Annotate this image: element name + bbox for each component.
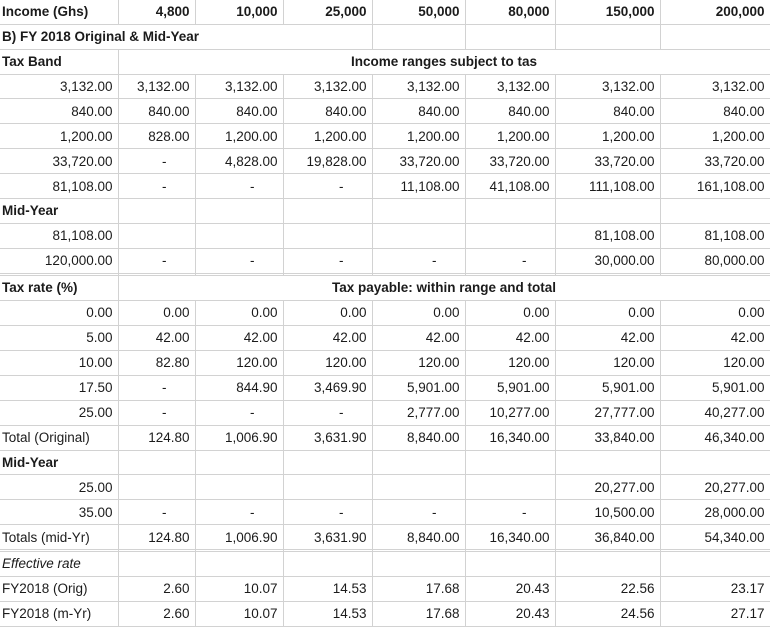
table-row	[0, 300, 770, 325]
cell[interactable]: 1,200.00	[0, 124, 118, 149]
cell[interactable]: 8,840.00	[372, 525, 465, 550]
cell[interactable]: 0.00	[555, 300, 660, 325]
empty-cell[interactable]	[660, 199, 770, 224]
cell[interactable]: 2.60	[118, 577, 195, 602]
cell[interactable]: 3,132.00	[372, 74, 465, 99]
cell[interactable]: 3,132.00	[283, 74, 372, 99]
cell[interactable]: -	[283, 400, 372, 425]
table-row	[0, 24, 770, 49]
cell[interactable]: -	[118, 149, 195, 174]
cell[interactable]: 1,200.00	[465, 124, 555, 149]
cell[interactable]: 3,132.00	[465, 74, 555, 99]
cell[interactable]: 5,901.00	[555, 375, 660, 400]
table-row	[0, 174, 770, 199]
cell[interactable]: 33,720.00	[660, 149, 770, 174]
cell[interactable]: 120.00	[195, 350, 283, 375]
cell[interactable]: Totals (mid-Yr)	[0, 525, 118, 550]
cell[interactable]: 28,000.00	[660, 500, 770, 525]
cell[interactable]: 20.43	[465, 601, 555, 626]
empty-cell[interactable]	[660, 552, 770, 577]
table-row	[0, 450, 770, 475]
cell[interactable]: -	[283, 500, 372, 525]
cell[interactable]: 3,132.00	[0, 74, 118, 99]
cell[interactable]: 150,000	[555, 0, 660, 24]
cell[interactable]: FY2018 (Orig)	[0, 577, 118, 602]
cell[interactable]: 120.00	[372, 350, 465, 375]
cell[interactable]: 1,200.00	[283, 124, 372, 149]
cell[interactable]: 10,277.00	[465, 400, 555, 425]
cell[interactable]: 3,132.00	[555, 74, 660, 99]
table-row	[0, 99, 770, 124]
cell[interactable]: -	[195, 249, 283, 274]
cell[interactable]: 1,200.00	[660, 124, 770, 149]
cell[interactable]: 80,000.00	[660, 249, 770, 274]
cell[interactable]: 33,720.00	[372, 149, 465, 174]
cell[interactable]: -	[118, 249, 195, 274]
empty-cell[interactable]	[555, 199, 660, 224]
empty-cell[interactable]	[465, 552, 555, 577]
cell[interactable]: 2,777.00	[372, 400, 465, 425]
empty-cell[interactable]	[372, 552, 465, 577]
cell[interactable]: 5,901.00	[372, 375, 465, 400]
cell[interactable]: 0.00	[465, 300, 555, 325]
cell[interactable]: 840.00	[118, 99, 195, 124]
table-row	[0, 525, 770, 550]
cell[interactable]: 1,200.00	[195, 124, 283, 149]
cell[interactable]: 81,108.00	[0, 174, 118, 199]
empty-cell[interactable]	[118, 199, 195, 224]
cell[interactable]: -	[118, 375, 195, 400]
cell[interactable]: 22.56	[555, 577, 660, 602]
cell[interactable]: 0.00	[0, 300, 118, 325]
cell[interactable]: 0.00	[660, 300, 770, 325]
empty-cell[interactable]	[465, 199, 555, 224]
cell[interactable]: 16,340.00	[465, 425, 555, 450]
cell[interactable]: 200,000	[660, 0, 770, 24]
cell[interactable]: 14.53	[283, 577, 372, 602]
empty-cell[interactable]	[118, 552, 195, 577]
cell[interactable]: -	[118, 400, 195, 425]
empty-cell[interactable]	[465, 24, 555, 49]
empty-cell[interactable]	[465, 450, 555, 475]
cell[interactable]: 80,000	[465, 0, 555, 24]
empty-cell[interactable]	[283, 199, 372, 224]
cell[interactable]: 10,500.00	[555, 500, 660, 525]
table-row	[0, 500, 770, 525]
cell[interactable]: 30,000.00	[555, 249, 660, 274]
cell[interactable]: Income ranges subject to tas	[118, 49, 770, 74]
cell[interactable]: 82.80	[118, 350, 195, 375]
cell[interactable]: 42.00	[465, 325, 555, 350]
table-row	[0, 199, 770, 224]
table-row	[0, 350, 770, 375]
cell[interactable]: Tax payable: within range and total	[118, 275, 770, 300]
cell[interactable]: 36,840.00	[555, 525, 660, 550]
cell[interactable]: 23.17	[660, 577, 770, 602]
cell[interactable]: 1,200.00	[372, 124, 465, 149]
cell[interactable]: 3,631.90	[283, 525, 372, 550]
cell[interactable]: 24.56	[555, 601, 660, 626]
cell[interactable]: 8,840.00	[372, 425, 465, 450]
cell[interactable]: 19,828.00	[283, 149, 372, 174]
cell[interactable]: 20,277.00	[555, 475, 660, 500]
cell[interactable]: 840.00	[283, 99, 372, 124]
cell[interactable]: 120,000.00	[0, 249, 118, 274]
cell[interactable]: 27,777.00	[555, 400, 660, 425]
empty-cell[interactable]	[195, 199, 283, 224]
cell[interactable]: 81,108.00	[660, 224, 770, 249]
cell[interactable]: 120.00	[555, 350, 660, 375]
empty-cell[interactable]	[465, 224, 555, 249]
empty-cell[interactable]	[118, 450, 195, 475]
cell[interactable]: 81,108.00	[0, 224, 118, 249]
empty-cell[interactable]	[283, 450, 372, 475]
cell[interactable]: 81,108.00	[555, 224, 660, 249]
cell[interactable]: 42.00	[372, 325, 465, 350]
table-row	[0, 224, 770, 249]
cell[interactable]: 3,132.00	[195, 74, 283, 99]
empty-cell[interactable]	[118, 224, 195, 249]
cell[interactable]: 840.00	[465, 99, 555, 124]
table-row	[0, 0, 770, 24]
empty-cell[interactable]	[283, 475, 372, 500]
cell[interactable]: 25.00	[0, 400, 118, 425]
empty-cell[interactable]	[555, 450, 660, 475]
empty-cell[interactable]	[465, 475, 555, 500]
empty-cell[interactable]	[660, 24, 770, 49]
cell[interactable]: 161,108.00	[660, 174, 770, 199]
cell[interactable]: 3,469.90	[283, 375, 372, 400]
cell[interactable]: -	[195, 500, 283, 525]
table-row	[0, 74, 770, 99]
cell[interactable]: -	[283, 249, 372, 274]
table-row	[0, 49, 770, 74]
table-row	[0, 149, 770, 174]
cell[interactable]: 11,108.00	[372, 174, 465, 199]
cell[interactable]: Tax Band	[0, 49, 118, 74]
cell[interactable]: -	[372, 500, 465, 525]
empty-cell[interactable]	[195, 475, 283, 500]
cell[interactable]: 828.00	[118, 124, 195, 149]
cell[interactable]: 1,006.90	[195, 425, 283, 450]
cell[interactable]: 33,720.00	[465, 149, 555, 174]
cell[interactable]: 33,840.00	[555, 425, 660, 450]
cell[interactable]: 840.00	[660, 99, 770, 124]
cell[interactable]: 17.68	[372, 601, 465, 626]
cell[interactable]: -	[118, 500, 195, 525]
cell[interactable]: 10,000	[195, 0, 283, 24]
cell[interactable]: 10.07	[195, 601, 283, 626]
table-row	[0, 552, 770, 577]
cell[interactable]: -	[118, 174, 195, 199]
cell[interactable]: Mid-Year	[0, 199, 118, 224]
cell[interactable]: 124.80	[118, 525, 195, 550]
cell[interactable]: 0.00	[195, 300, 283, 325]
empty-cell[interactable]	[195, 224, 283, 249]
cell[interactable]: 4,800	[118, 0, 195, 24]
cell[interactable]: 111,108.00	[555, 174, 660, 199]
cell[interactable]: 0.00	[283, 300, 372, 325]
cell[interactable]: 46,340.00	[660, 425, 770, 450]
cell[interactable]: 124.80	[118, 425, 195, 450]
cell[interactable]: 5.00	[0, 325, 118, 350]
cell[interactable]: 20,277.00	[660, 475, 770, 500]
table-row	[0, 601, 770, 626]
cell[interactable]: 42.00	[118, 325, 195, 350]
cell[interactable]: 4,828.00	[195, 149, 283, 174]
empty-cell[interactable]	[660, 450, 770, 475]
cell[interactable]: -	[465, 249, 555, 274]
cell[interactable]: 2.60	[118, 601, 195, 626]
cell[interactable]: -	[465, 500, 555, 525]
cell[interactable]: 840.00	[0, 99, 118, 124]
cell[interactable]: 840.00	[555, 99, 660, 124]
empty-cell[interactable]	[195, 450, 283, 475]
cell[interactable]: 840.00	[372, 99, 465, 124]
cell[interactable]: 3,631.90	[283, 425, 372, 450]
empty-cell[interactable]	[283, 224, 372, 249]
cell[interactable]: 5,901.00	[660, 375, 770, 400]
cell[interactable]: 41,108.00	[465, 174, 555, 199]
cell[interactable]: 1,200.00	[555, 124, 660, 149]
cell[interactable]: 54,340.00	[660, 525, 770, 550]
empty-cell[interactable]	[118, 475, 195, 500]
empty-cell[interactable]	[283, 552, 372, 577]
empty-cell[interactable]	[372, 475, 465, 500]
cell[interactable]: FY2018 (m-Yr)	[0, 601, 118, 626]
table-row	[0, 375, 770, 400]
cell[interactable]: Income (Ghs)	[0, 0, 118, 24]
cell[interactable]: -	[195, 174, 283, 199]
cell[interactable]: 0.00	[372, 300, 465, 325]
table-row	[0, 275, 770, 300]
cell[interactable]: 120.00	[660, 350, 770, 375]
cell[interactable]: 42.00	[283, 325, 372, 350]
cell[interactable]: -	[372, 249, 465, 274]
cell[interactable]: 40,277.00	[660, 400, 770, 425]
cell[interactable]: 42.00	[555, 325, 660, 350]
cell[interactable]: 42.00	[195, 325, 283, 350]
empty-cell[interactable]	[555, 24, 660, 49]
cell[interactable]: Effective rate	[0, 552, 118, 577]
empty-cell[interactable]	[372, 199, 465, 224]
table-row	[0, 577, 770, 602]
cell[interactable]: -	[195, 400, 283, 425]
cell[interactable]: 120.00	[465, 350, 555, 375]
cell[interactable]: 27.17	[660, 601, 770, 626]
cell[interactable]: 33,720.00	[0, 149, 118, 174]
cell[interactable]: 120.00	[283, 350, 372, 375]
empty-cell[interactable]	[372, 24, 465, 49]
cell[interactable]: 844.90	[195, 375, 283, 400]
cell[interactable]: 17.50	[0, 375, 118, 400]
table-row	[0, 124, 770, 149]
empty-cell[interactable]	[372, 224, 465, 249]
cell[interactable]: Total (Original)	[0, 425, 118, 450]
cell[interactable]: 16,340.00	[465, 525, 555, 550]
cell[interactable]: B) FY 2018 Original & Mid-Year	[0, 24, 372, 49]
empty-cell[interactable]	[372, 450, 465, 475]
cell[interactable]: 14.53	[283, 601, 372, 626]
cell[interactable]: 17.68	[372, 577, 465, 602]
cell[interactable]: Mid-Year	[0, 450, 118, 475]
cell[interactable]: 10.00	[0, 350, 118, 375]
empty-cell[interactable]	[195, 552, 283, 577]
cell[interactable]: 0.00	[118, 300, 195, 325]
cell[interactable]: 25,000	[283, 0, 372, 24]
cell[interactable]: 3,132.00	[660, 74, 770, 99]
cell[interactable]: 50,000	[372, 0, 465, 24]
cell[interactable]: 3,132.00	[118, 74, 195, 99]
table-row	[0, 425, 770, 450]
cell[interactable]: 10.07	[195, 577, 283, 602]
cell[interactable]: 35.00	[0, 500, 118, 525]
empty-cell[interactable]	[555, 552, 660, 577]
cell[interactable]: -	[283, 174, 372, 199]
cell[interactable]: 20.43	[465, 577, 555, 602]
cell[interactable]: 25.00	[0, 475, 118, 500]
table-row	[0, 475, 770, 500]
cell[interactable]: 1,006.90	[195, 525, 283, 550]
table-row	[0, 400, 770, 425]
cell[interactable]: 840.00	[195, 99, 283, 124]
table-row	[0, 325, 770, 350]
cell[interactable]: 33,720.00	[555, 149, 660, 174]
cell[interactable]: Tax rate (%)	[0, 275, 118, 300]
table-row	[0, 249, 770, 274]
cell[interactable]: 5,901.00	[465, 375, 555, 400]
cell[interactable]: 42.00	[660, 325, 770, 350]
